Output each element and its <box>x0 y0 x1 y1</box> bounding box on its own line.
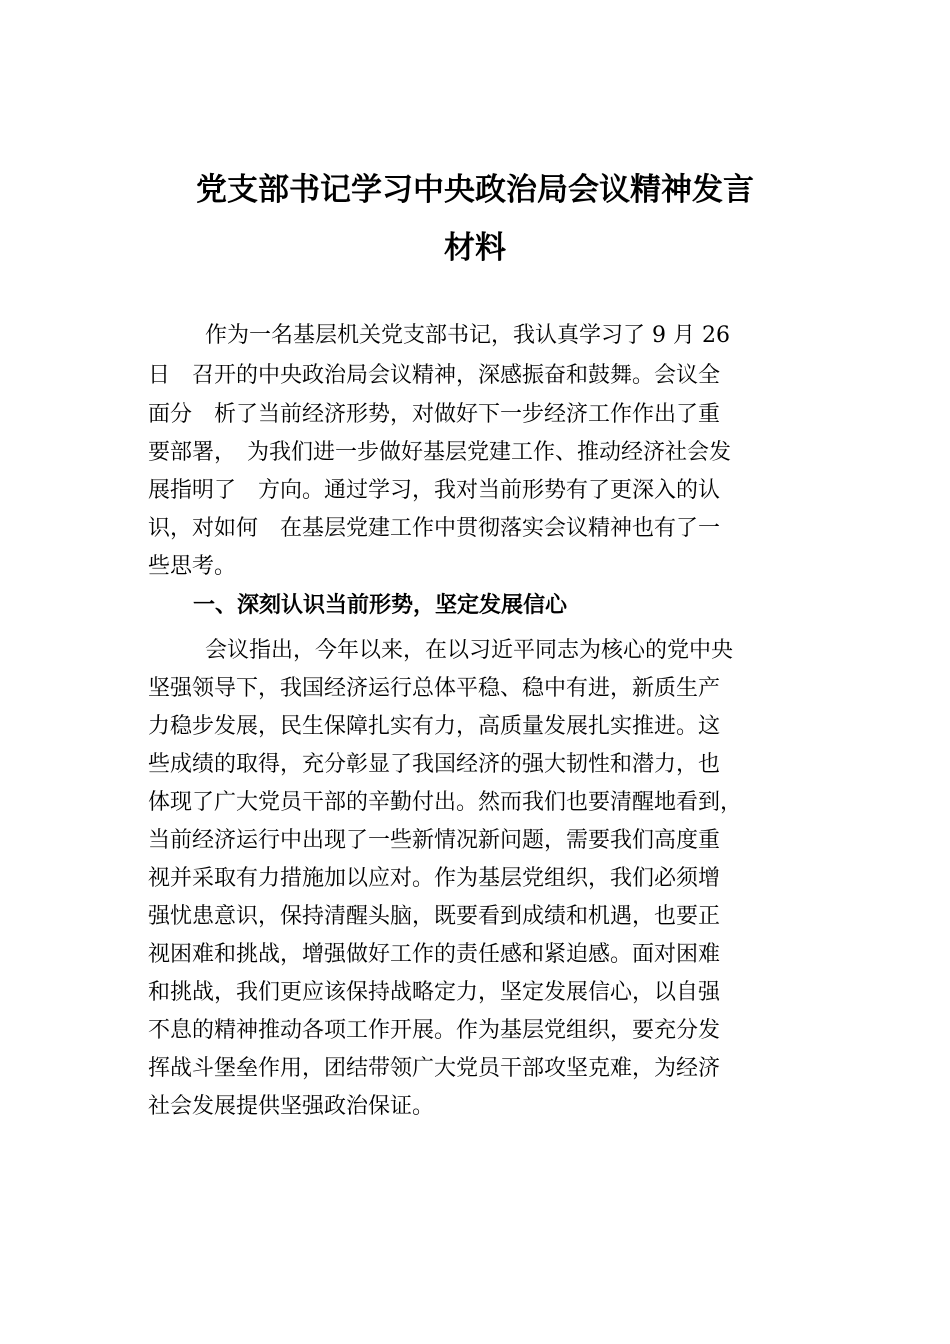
paragraph-2-line: 些成绩的取得，充分彰显了我国经济的强大韧性和潜力，也 <box>148 752 721 777</box>
paragraph-2-line: 视困难和挑战，增强做好工作的责任感和紧迫感。面对困难 <box>148 942 721 967</box>
paragraph-2-line: 和挑战，我们更应该保持战略定力，坚定发展信心，以自强 <box>148 980 721 1005</box>
paragraph-2-line: 当前经济运行中出现了一些新情况新问题，需要我们高度重 <box>148 828 721 853</box>
paragraph-2-line: 强忧患意识，保持清醒头脑，既要看到成绩和机遇，也要正 <box>148 904 721 929</box>
section-heading-1: 一、深刻认识当前形势，坚定发展信心 <box>193 593 568 618</box>
paragraph-2-line: 力稳步发展，民生保障扎实有力，高质量发展扎实推进。这 <box>148 714 721 739</box>
paragraph-1-line: 些思考。 <box>148 554 237 579</box>
paragraph-2-line: 视并采取有力措施加以应对。作为基层党组织，我们必须增 <box>148 866 721 891</box>
paragraph-2-line: 会议指出，今年以来，在以习近平同志为核心的党中央 <box>205 638 734 663</box>
paragraph-2-line: 坚强领导下，我国经济运行总体平稳、稳中有进，新质生产 <box>148 676 721 701</box>
paragraph-1-line: 要部署， 为我们进一步做好基层党建工作、推动经济社会发 <box>148 440 732 465</box>
paragraph-1-line: 面分 析了当前经济形势，对做好下一步经济工作作出了重 <box>148 402 721 427</box>
paragraph-1-line: 作为一名基层机关党支部书记，我认真学习了 9 月 26 <box>205 323 730 348</box>
document-title-line-1: 党支部书记学习中央政治局会议精神发言 <box>196 172 754 208</box>
paragraph-2-line: 社会发展提供坚强政治保证。 <box>148 1094 435 1119</box>
paragraph-1-line: 展指明了 方向。通过学习，我对当前形势有了更深入的认 <box>148 478 721 503</box>
paragraph-1-line: 识，对如何 在基层党建工作中贯彻落实会议精神也有了一 <box>148 516 721 541</box>
document-title-line-2: 材料 <box>444 230 506 266</box>
paragraph-2-line: 体现了广大党员干部的辛勤付出。然而我们也要清醒地看到， <box>148 790 743 815</box>
paragraph-2-line: 不息的精神推动各项工作开展。作为基层党组织，要充分发 <box>148 1018 721 1043</box>
paragraph-1-line: 日 召开的中央政治局会议精神，深感振奋和鼓舞。会议全 <box>148 363 721 388</box>
paragraph-2-line: 挥战斗堡垒作用，团结带领广大党员干部攻坚克难，为经济 <box>148 1056 721 1081</box>
